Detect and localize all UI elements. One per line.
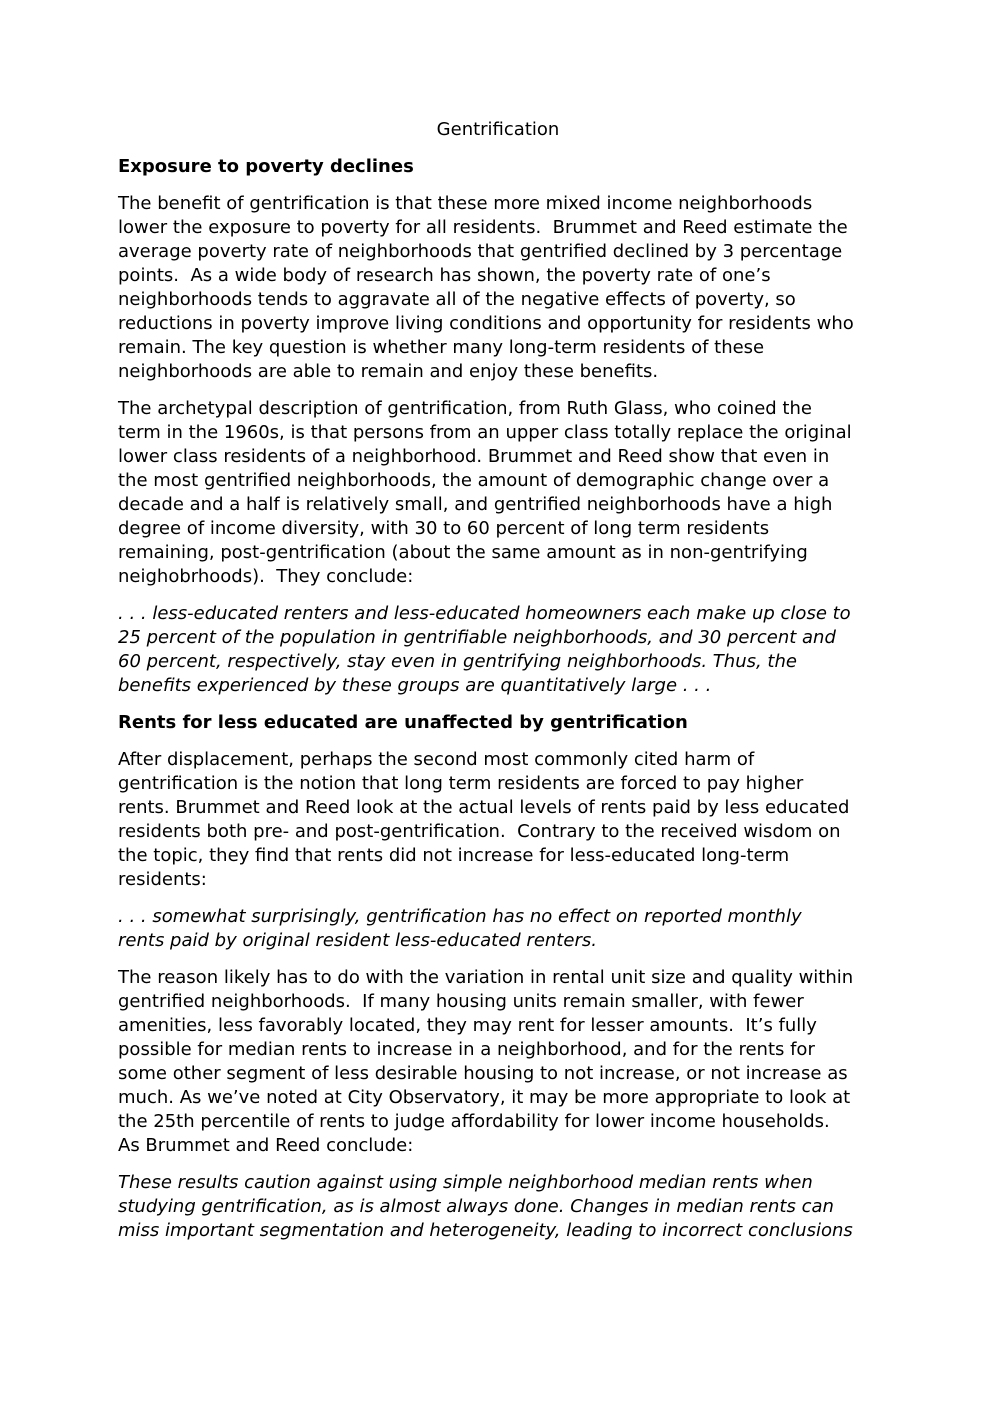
text-line: rents. Brummet and Reed look at the actual levels of rents paid by less educated (118, 797, 850, 818)
quote-line: rents paid by original resident less-educated renters. (118, 930, 597, 951)
text-line: degree of income diversity, with 30 to 60 percent of long term residents (118, 518, 770, 539)
section-rents (118, 711, 878, 1243)
quote-line: 60 percent, respectively, stay even in gentrifying neighborhoods. Thus, the (118, 651, 797, 672)
text-line: neighobrhoods). They conclude: (118, 566, 414, 587)
document-title: Gentrification (436, 119, 560, 140)
paragraph (118, 966, 878, 1158)
text-line: The benefit of gentrification is that these more mixed income neighborhoods (118, 193, 813, 214)
text-line: the most gentrified neighborhoods, the amount of demographic change over a (118, 470, 830, 491)
text-line: The reason likely has to do with the variation in rental unit size and quality within (118, 967, 854, 988)
quote-line: These results caution against using simple neighborhood median rents when (118, 1172, 813, 1193)
text-line: the 25th percentile of rents to judge affordability for lower income households. (118, 1111, 830, 1132)
quote-line: . . . less-educated renters and less-educated homeowners each make up close to (118, 603, 851, 624)
text-line: residents: (118, 869, 207, 890)
text-line: amenities, less favorably located, they may rent for lesser amounts. It’s fully (118, 1015, 817, 1036)
section-heading: Exposure to poverty declines (118, 156, 414, 177)
block-quote (118, 602, 878, 698)
section-heading: Rents for less educated are unaffected by gentrification (118, 712, 688, 733)
text-line: The archetypal description of gentrification, from Ruth Glass, who coined the (118, 398, 812, 419)
paragraph (118, 748, 878, 892)
text-line: average poverty rate of neighborhoods that gentrified declined by 3 percentage (118, 241, 843, 262)
text-line: remaining, post-gentrification (about the same amount as in non-gentrifying (118, 542, 808, 563)
text-line: lower class residents of a neighborhood. Brummet and Reed show that even in (118, 446, 830, 467)
text-line: decade and a half is relatively small, and gentrified neighborhoods have a high (118, 494, 833, 515)
quote-line: . . . somewhat surprisingly, gentrification has no effect on reported monthly (118, 906, 802, 927)
text-line: neighborhoods are able to remain and enjoy these benefits. (118, 361, 659, 382)
block-quote (118, 905, 878, 953)
text-line: gentrification is the notion that long term residents are forced to pay higher (118, 773, 804, 794)
text-line: points. As a wide body of research has shown, the poverty rate of one’s (118, 265, 771, 286)
paragraph (118, 397, 878, 589)
block-quote (118, 1171, 878, 1243)
paragraph (118, 192, 878, 384)
quote-line: miss important segmentation and heterogeneity, leading to incorrect conclusions (118, 1220, 853, 1241)
text-line: As Brummet and Reed conclude: (118, 1135, 414, 1156)
text-line: gentrified neighborhoods. If many housing units remain smaller, with fewer (118, 991, 804, 1012)
document-page (118, 118, 878, 1256)
quote-line: studying gentrification, as is almost always done. Changes in median rents can (118, 1196, 834, 1217)
text-line: the topic, they find that rents did not increase for less-educated long-term (118, 845, 790, 866)
text-line: much. As we’ve noted at City Observatory, it may be more appropriate to look at (118, 1087, 851, 1108)
text-line: residents both pre- and post-gentrification. Contrary to the received wisdom on (118, 821, 841, 842)
quote-line: 25 percent of the population in gentrifiable neighborhoods, and 30 percent and (118, 627, 836, 648)
text-line: reductions in poverty improve living conditions and opportunity for residents who (118, 313, 854, 334)
text-line: After displacement, perhaps the second most commonly cited harm of (118, 749, 755, 770)
quote-line: benefits experienced by these groups are quantitatively large . . . (118, 675, 712, 696)
text-line: lower the exposure to poverty for all residents. Brummet and Reed estimate the (118, 217, 848, 238)
text-line: remain. The key question is whether many long-term residents of these (118, 337, 765, 358)
text-line: neighborhoods tends to aggravate all of the negative effects of poverty, so (118, 289, 796, 310)
section-poverty (118, 155, 878, 698)
text-line: some other segment of less desirable housing to not increase, or not increase as (118, 1063, 848, 1084)
text-line: term in the 1960s, is that persons from an upper class totally replace the original (118, 422, 852, 443)
text-line: possible for median rents to increase in a neighborhood, and for the rents for (118, 1039, 815, 1060)
